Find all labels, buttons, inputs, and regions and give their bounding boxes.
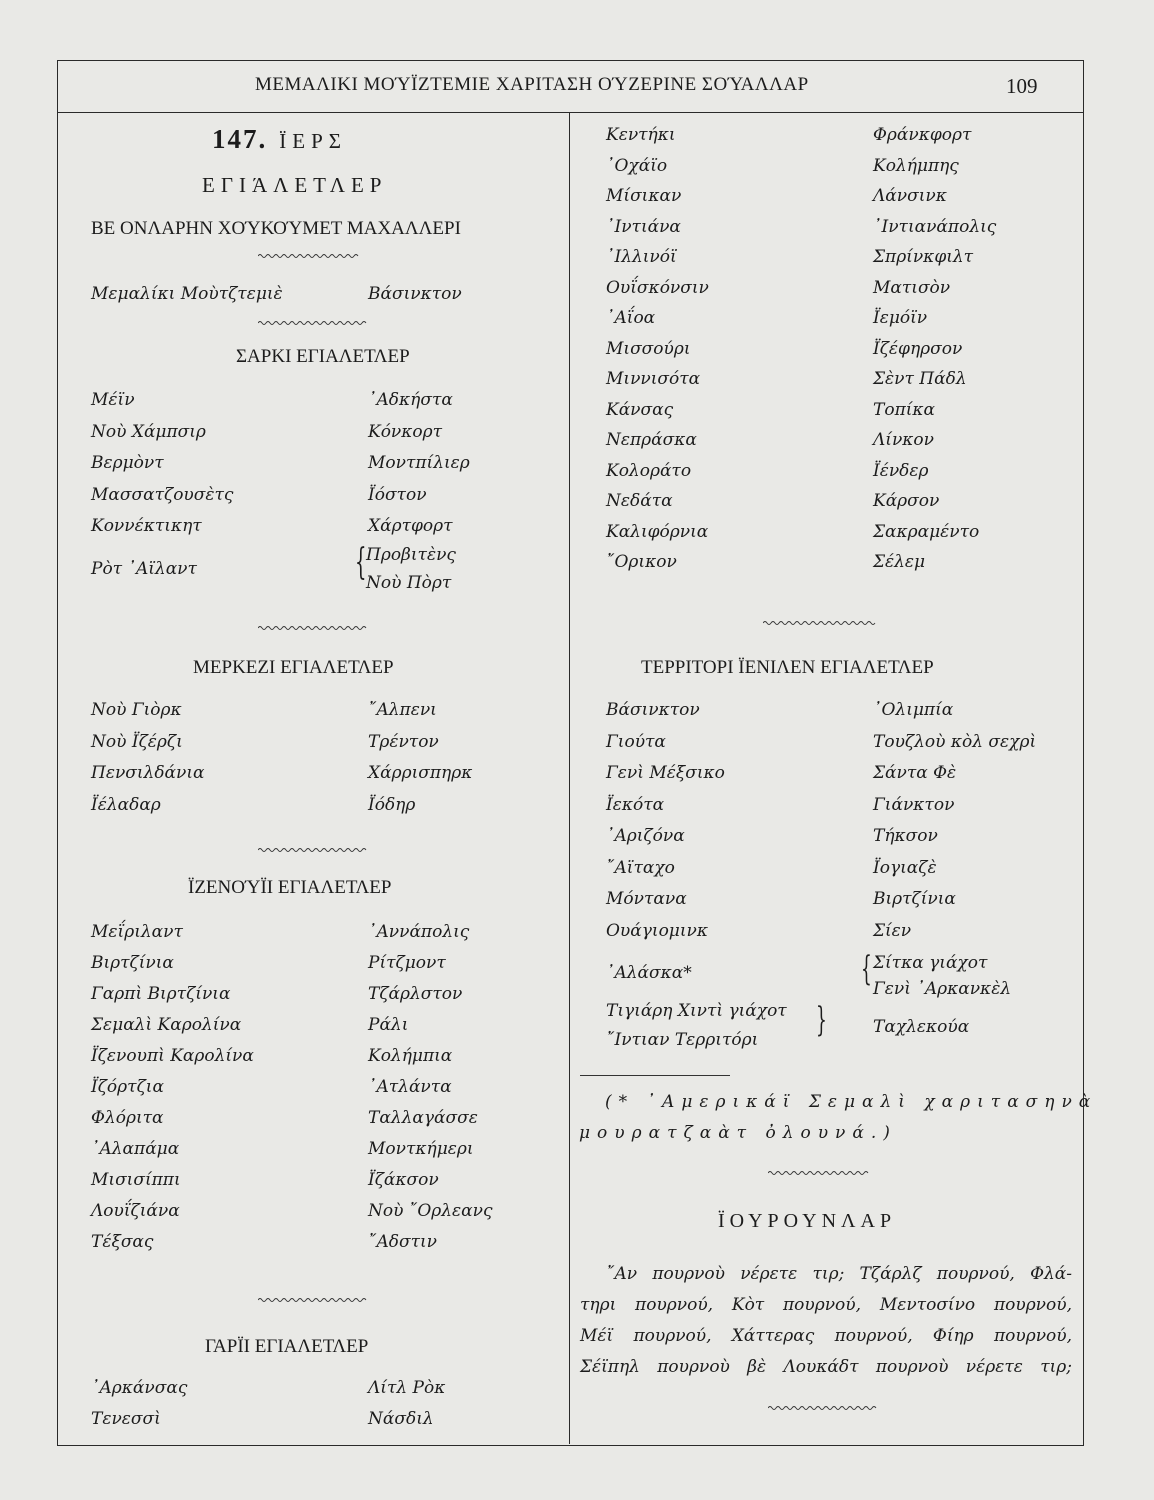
lesson-title-2: ΕΓΙΆΛΕΤΛΕΡ — [202, 173, 388, 197]
garbi-cont-row-state: ᾿Αΐοα — [606, 308, 656, 328]
garbi-cont-row-state: ᾿Οχάϊο — [606, 155, 668, 176]
garbi-cont-row-state: ῎Ορικον — [606, 552, 677, 572]
territori-row-state: Γενὶ Μέξσικο — [606, 763, 725, 783]
brace-left: { — [861, 949, 872, 989]
garbi-cont-row-state: Κολοράτο — [606, 460, 692, 481]
sarki-row-state: Κοννέκτικητ — [91, 516, 202, 536]
garbi-cont-row-capital: ᾿Ιντιανάπολις — [873, 216, 997, 237]
territori-row-state: Γιούτα — [606, 731, 666, 752]
garbi-cont-row-state: Μιννισότα — [606, 369, 701, 389]
merkezi-row-capital: Ϊόδηρ — [368, 794, 416, 815]
sarki-row-capital: Ϊόστον — [368, 484, 427, 505]
lesson-title-3: ΒΕ ΟΝΛΑΡΗΝ ΧΟΎΚΟΎΜΕΤ ΜΑΧΑΛΛΕΡΙ — [91, 218, 461, 239]
garbi-cont-row-state: Μίσικαν — [606, 186, 682, 206]
top-rule — [57, 60, 1084, 61]
garbi-cont-row-capital: Λάνσινκ — [873, 186, 947, 206]
dzenubi-row-capital: Κολήμπια — [368, 1046, 453, 1066]
dzenubi-row-capital: ᾿Αννάπολις — [368, 922, 470, 942]
paragraph-line: τηρι πουρνού, Κὸτ πουρνού, Μεντοσίνο πουρνού, — [580, 1295, 1072, 1315]
territori-row-state: Μόντανα — [606, 889, 687, 909]
dzenubi-row-capital: Ρίτζμοντ — [368, 953, 446, 973]
brace-left: { — [355, 542, 367, 583]
indian-left-2: ῎Ιντιαν Τερριτόρι — [606, 1030, 759, 1050]
footnote-line-2: μουρατζαὰτ ὀλουνά.) — [579, 1123, 897, 1143]
garbi-cont-row-capital: Τοπίκα — [873, 399, 936, 420]
footnote-line-1: (* ᾿Αμερικάϊ Σεμαλὶ χαριτασηνὰ — [605, 1092, 1098, 1112]
garbi-row-capital: Νάσδιλ — [368, 1409, 434, 1429]
merkezi-row-state: Πενσιλδάνια — [91, 763, 205, 783]
indian-left-1: Τιγιάρη Χιντὶ γιάχοτ — [606, 1001, 787, 1021]
dzenubi-row-state: Βιρτζίνια — [91, 953, 174, 973]
dzenubi-row-state: Λουΐζιάνα — [91, 1201, 180, 1221]
garbi-cont-row-capital: Κολήμπης — [873, 155, 959, 176]
dzenubi-row-state: Σεμαλὶ Καρολίνα — [91, 1015, 242, 1035]
rhode-right-2: Νοὺ Πὸρτ — [366, 573, 452, 593]
garbi-cont-row-capital: Σέλεμ — [873, 552, 926, 572]
territori-row-capital: ᾿Ολιμπία — [873, 700, 954, 720]
territori-row-state: ᾿Αριζόνα — [606, 826, 685, 846]
garbi-cont-row-capital: Σπρίνκφιλτ — [873, 247, 974, 267]
page-frame — [57, 60, 1084, 1446]
alaska-right-1: Σίτκα γιάχοτ — [873, 953, 988, 973]
dzenubi-heading: ΪΖΕΝΟΎΪΙ ΕΓΙΑΛΕΤΛΕΡ — [188, 877, 392, 898]
sarki-row-capital: ᾿Αδκήστα — [368, 390, 453, 410]
alaska-left: ᾿Αλάσκα* — [606, 963, 692, 983]
merkezi-heading: ΜΕΡΚΕΖΙ ΕΓΙΑΛΕΤΛΕΡ — [193, 657, 394, 678]
merkezi-row-state: Ϊέλαδαρ — [91, 794, 161, 815]
dzenubi-row-capital: ῎Αδστιν — [368, 1232, 438, 1252]
dzenubi-row-state: Ϊζόρτζια — [91, 1077, 164, 1097]
sarki-row-state: Μέϊν — [91, 390, 135, 410]
header-rule — [57, 112, 1084, 113]
rhode-left: Ρὸτ ᾿Αϊλαντ — [91, 559, 197, 579]
ornament-squiggle — [258, 320, 370, 326]
territori-row-capital: Σίεν — [873, 920, 912, 941]
garbi-cont-row-capital: Κάρσον — [873, 491, 940, 511]
lesson-title: ΪΕΡΣ — [279, 129, 347, 153]
dzenubi-row-capital: Ταλλαγάσσε — [368, 1108, 478, 1128]
garbi-cont-row-state: Καλιφόρνια — [606, 521, 709, 542]
garbi-cont-row-capital: Ϊεμόϊν — [873, 308, 928, 328]
dzenubi-row-state: Φλόριτα — [91, 1108, 164, 1128]
territori-heading: ΤΕΡΡΙΤΟΡΙ ΪΕΝΙΛΕΝ ΕΓΙΑΛΕΤΛΕΡ — [641, 657, 934, 678]
territori-row-state: Ϊεκότα — [606, 794, 665, 815]
paragraph-line: Σέϊπηλ πουρνοὺ βὲ Λουκάδτ πουρνοὺ νέρετε τιρ; — [580, 1357, 1072, 1377]
sarki-row-capital: Μοντπίλιερ — [368, 453, 470, 473]
garbi-cont-row-state: Μισσούρι — [606, 338, 691, 359]
note-rule — [580, 1075, 730, 1076]
territori-row-state: Βάσινκτον — [606, 700, 700, 720]
sarki-row-state: Νοὺ Χάμπσιρ — [91, 421, 206, 442]
dzenubi-row-capital: Ϊζάκσον — [368, 1170, 439, 1190]
capital-left: Μεμαλίκι Μοὺτζτεμιὲ — [91, 284, 283, 304]
ornament-squiggle — [258, 847, 370, 853]
garbi-cont-row-state: Κεντήκι — [606, 125, 676, 145]
purunlar-heading: ΪΟΥΡΟΥΝΛΑΡ — [718, 1210, 897, 1232]
merkezi-row-capital: Τρέντον — [368, 731, 439, 752]
merkezi-row-capital: Χάρρισπηρκ — [368, 763, 473, 783]
ornament-squiggle — [258, 1297, 370, 1303]
merkezi-row-state: Νοὺ Γιὸρκ — [91, 700, 182, 720]
ornament-squiggle — [258, 253, 360, 259]
garbi-cont-row-capital: Λίνκον — [873, 430, 934, 450]
merkezi-row-capital: ῎Αλπενι — [368, 700, 437, 720]
ornament-squiggle — [763, 620, 881, 626]
garbi-cont-row-state: Ουΐσκόνσιν — [606, 277, 709, 298]
garbi-cont-row-capital: Φράνκφορτ — [873, 125, 972, 145]
territori-row-capital: Τήκσον — [873, 826, 938, 846]
garbi-cont-row-capital: Ματισὸν — [873, 277, 951, 298]
sarki-row-state: Μασσατζουσὲτς — [91, 484, 234, 505]
ornament-squiggle — [258, 625, 370, 631]
alaska-right-2: Γενὶ ᾿Αρκανκὲλ — [873, 979, 1012, 999]
dzenubi-row-capital: Νοὺ ῎Ορλεανς — [368, 1201, 493, 1221]
territori-row-capital: Τουζλοὺ κὸλ σεχρὶ — [873, 731, 1037, 752]
indian-right: Ταχλεκούα — [873, 1017, 970, 1037]
paragraph-line: ῎Αν πουρνοὺ νέρετε τιρ; Τζάρλζ πουρνού, Φλά- — [606, 1264, 1072, 1284]
paragraph-line: Μέϊ πουρνού, Χάττερας πουρνού, Φίηρ πουρνού, — [580, 1326, 1072, 1346]
capital-right: Βάσινκτον — [368, 284, 462, 304]
sarki-row-capital: Κόνκορτ — [368, 421, 443, 442]
rhode-right-1: Προβιτὲνς — [366, 545, 456, 565]
dzenubi-row-capital: Τζάρλστον — [368, 984, 463, 1004]
dzenubi-row-state: ᾿Αλαπάμα — [91, 1139, 180, 1159]
running-head: ΜΕΜΑΛΙΚΙ ΜΟΎΪΖΤΕΜΙΕ ΧΑΡΙΤΑΣΗ ΟΎΖΕΡΙΝΕ ΣΟΎΑΛΛΑΡ — [255, 74, 809, 95]
garbi-cont-row-state: ᾿Ιλλινόϊ — [606, 247, 677, 267]
garbi-cont-row-capital: Ϊζέφηρσον — [873, 338, 963, 359]
garbi-cont-row-state: ᾿Ιντιάνα — [606, 216, 681, 237]
lesson-heading — [212, 124, 347, 155]
dzenubi-row-capital: Μοντκήμερι — [368, 1139, 474, 1159]
garbi-cont-row-state: Νεδάτα — [606, 491, 673, 511]
territori-row-state: Ουάγιομινκ — [606, 920, 709, 941]
territori-row-capital: Γιάνκτον — [873, 794, 955, 815]
dzenubi-row-state: Γαρπὶ Βιρτζίνια — [91, 984, 231, 1004]
garbi-row-capital: Λίτλ Ρὸκ — [368, 1378, 446, 1398]
garbi-cont-row-capital: Ϊένδερ — [873, 460, 929, 481]
dzenubi-row-capital: Ράλι — [368, 1015, 409, 1035]
dzenubi-row-capital: ᾿Ατλάντα — [368, 1077, 452, 1097]
ornament-squiggle — [768, 1170, 870, 1176]
sarki-heading: ΣΑΡΚΙ ΕΓΙΑΛΕΤΛΕΡ — [236, 346, 410, 367]
dzenubi-row-state: Μεΐριλαντ — [91, 922, 183, 942]
garbi-heading: ΓΑΡΪΙ ΕΓΙΑΛΕΤΛΕΡ — [205, 1336, 369, 1357]
territori-row-state: ῎Αϊταχο — [606, 857, 675, 878]
page-number: 109 — [1006, 74, 1038, 98]
dzenubi-row-state: Μισισίππι — [91, 1170, 181, 1190]
merkezi-row-state: Νοὺ Ϊζέρζι — [91, 731, 183, 752]
dzenubi-row-state: Τέξσας — [91, 1232, 154, 1252]
garbi-cont-row-capital: Σὲντ Πάδλ — [873, 369, 967, 389]
garbi-row-state: Τενεσσὶ — [91, 1409, 161, 1429]
territori-row-capital: Ϊογιαζὲ — [873, 857, 937, 878]
garbi-cont-row-state: Νεπράσκα — [606, 430, 697, 450]
garbi-row-state: ᾿Αρκάνσας — [91, 1378, 188, 1398]
territori-row-capital: Βιρτζίνια — [873, 889, 956, 909]
brace-right: } — [816, 1000, 827, 1040]
column-divider — [569, 113, 570, 1444]
sarki-row-capital: Χάρτφορτ — [368, 516, 453, 536]
territori-row-capital: Σάντα Φὲ — [873, 763, 957, 783]
dzenubi-row-state: Ϊζενουπὶ Καρολίνα — [91, 1046, 254, 1066]
garbi-cont-row-state: Κάνσας — [606, 399, 674, 420]
ornament-squiggle — [768, 1405, 880, 1411]
lesson-number: 147. — [212, 124, 268, 154]
garbi-cont-row-capital: Σακραμέντο — [873, 521, 980, 542]
sarki-row-state: Βερμὸντ — [91, 453, 164, 473]
